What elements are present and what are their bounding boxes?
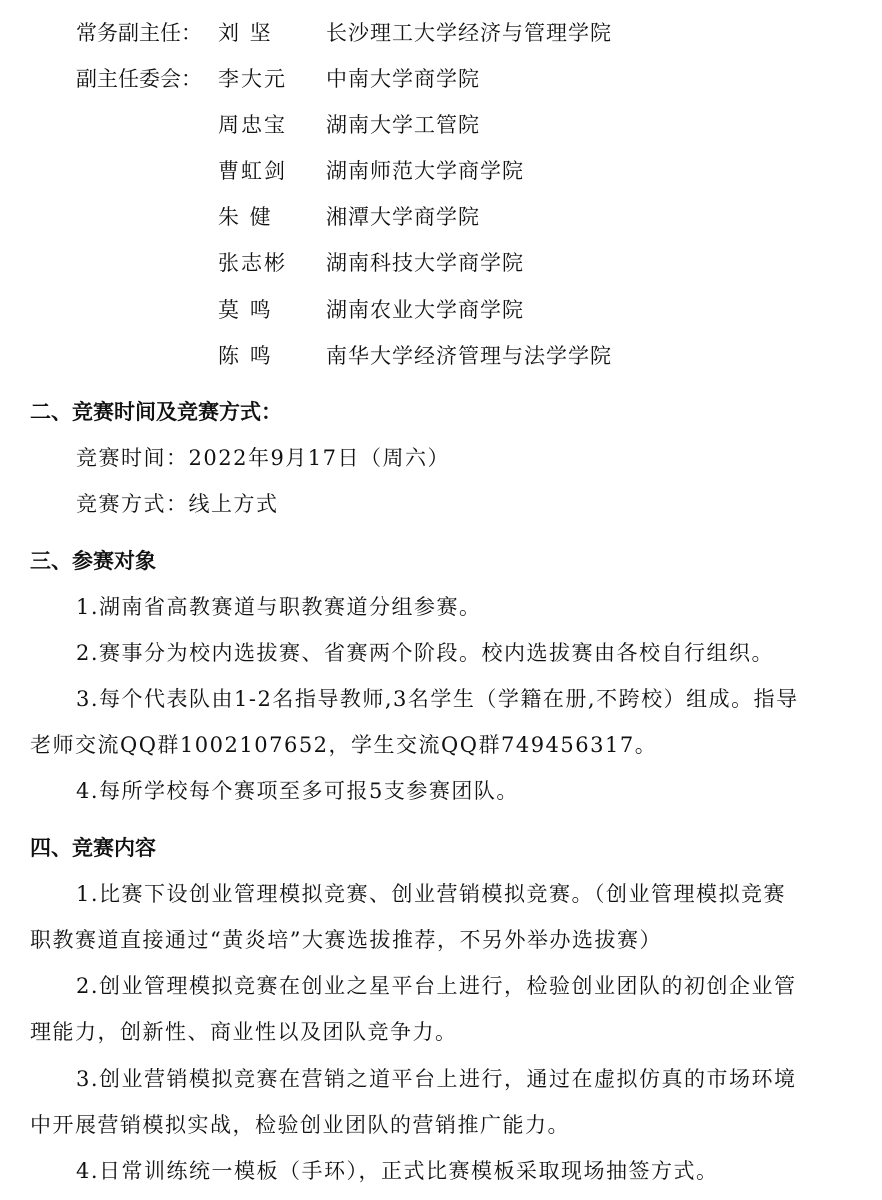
committee-row: [0, 154, 882, 188]
committee-name: 李大元: [218, 67, 287, 91]
committee-name: 莫 鸣: [218, 298, 273, 322]
participants-item-2: 2.赛事分为校内选拔赛、省赛两个阶段。校内选拔赛由各校自行组织。: [76, 641, 775, 665]
committee-row: [0, 108, 882, 142]
section-heading-participants: 三、参赛对象: [30, 549, 156, 573]
committee-name: 曹虹剑: [218, 159, 287, 183]
content-item-3-line-2: 中开展营销模拟实战，检验创业团队的营销推广能力。: [30, 1113, 570, 1137]
committee-name: 张志彬: [218, 251, 287, 275]
committee-row: [0, 200, 882, 234]
participants-item-3-line-2: 老师交流QQ群1002107652，学生交流QQ群749456317。: [30, 733, 658, 757]
committee-row: [0, 339, 882, 373]
competition-mode: 竞赛方式：线上方式: [76, 492, 279, 516]
committee-row: [0, 62, 882, 96]
section-heading-content: 四、竞赛内容: [30, 836, 156, 860]
content-item-1-line-1: 1.比赛下设创业管理模拟竞赛、创业营销模拟竞赛。（创业管理模拟竞赛: [76, 882, 787, 906]
committee-org: 湘潭大学商学院: [326, 205, 480, 229]
committee-name: 朱 健: [218, 205, 273, 229]
participants-item-4: 4.每所学校每个赛项至多可报5支参赛团队。: [76, 779, 519, 803]
committee-name: 周忠宝: [218, 113, 287, 137]
participants-item-1: 1.湖南省高教赛道与职教赛道分组参赛。: [76, 595, 482, 619]
committee-org: 湖南师范大学商学院: [326, 159, 524, 183]
committee-row: [0, 16, 882, 50]
committee-name: 陈 鸣: [218, 344, 273, 368]
committee-org: 长沙理工大学经济与管理学院: [326, 21, 612, 45]
committee-org: 南华大学经济管理与法学学院: [326, 344, 612, 368]
content-item-4: 4.日常训练统一模板（手环），正式比赛模板采取现场抽签方式。: [76, 1159, 719, 1183]
committee-row: [0, 246, 882, 280]
content-item-2-line-2: 理能力，创新性、商业性以及团队竞争力。: [30, 1020, 458, 1044]
committee-org: 中南大学商学院: [326, 67, 480, 91]
content-item-2-line-1: 2.创业管理模拟竞赛在创业之星平台上进行，检验创业团队的初创企业管: [76, 974, 797, 998]
committee-role: 常务副主任：: [76, 21, 202, 45]
committee-org: 湖南农业大学商学院: [326, 298, 524, 322]
committee-name: 刘 坚: [218, 21, 273, 45]
content-item-1-line-2: 职教赛道直接通过“黄炎培”大赛选拔推荐，不另外举办选拔赛）: [30, 928, 662, 952]
committee-row: [0, 293, 882, 327]
competition-time: 竞赛时间：2022年9月17日（周六）: [76, 446, 451, 470]
content-item-3-line-1: 3.创业营销模拟竞赛在营销之道平台上进行，通过在虚拟仿真的市场环境: [76, 1067, 797, 1091]
section-heading-competition-time: 二、竞赛时间及竞赛方式：: [30, 400, 282, 424]
committee-role: 副主任委会：: [76, 67, 202, 91]
committee-org: 湖南科技大学商学院: [326, 251, 524, 275]
committee-org: 湖南大学工管院: [326, 113, 480, 137]
participants-item-3-line-1: 3.每个代表队由1-2名指导教师,3名学生（学籍在册,不跨校）组成。指导: [76, 687, 799, 711]
